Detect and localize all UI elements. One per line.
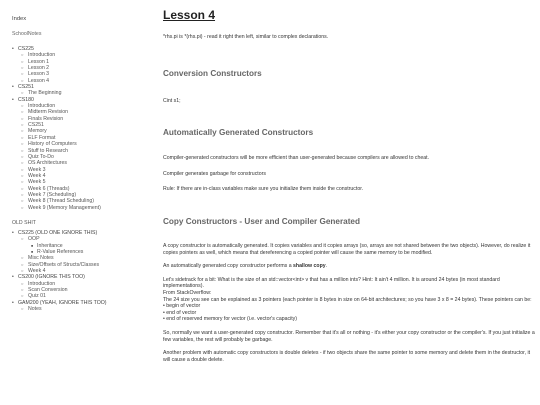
conversion-code: Cint s1; <box>163 97 181 104</box>
sidebar-item-week-7[interactable]: ○ Week 7 (Scheduling) <box>12 192 148 198</box>
sidebar-item-os-architectures[interactable]: ○ OS Architectures <box>12 160 148 166</box>
sidebar-item-week-8[interactable]: ○ Week 8 (Thread Scheduling) <box>12 198 148 204</box>
copy-paragraph-5: Another problem with automatic copy constructors is double deletes - if two objects share the same pointer to some memory and delete them in the destructor, it will cause a double delete. <box>163 350 531 363</box>
sidebar-item-week-3[interactable]: ○ Week 3 <box>12 167 148 173</box>
sidebar-item-stuff-to-research[interactable]: ○ Stuff to Research <box>12 148 148 154</box>
sidebar-item-memory[interactable]: ○ Memory <box>12 128 148 134</box>
sidebar-item-cs200-introduction[interactable]: ○ Introduction <box>12 281 148 287</box>
sidebar-item-week-9[interactable]: ○ Week 9 (Memory Management) <box>12 205 148 211</box>
bullet-end-of-reserved: • end of reserved memory for vector (i.e. vector's capacity) <box>163 316 297 323</box>
auto-paragraph-2: Compiler generates garbage for constructors <box>163 170 266 177</box>
sidebar-item-finals-revision[interactable]: ○ Finals Revision <box>12 116 148 122</box>
sidebar-item-cs225-introduction[interactable]: ○ Introduction <box>12 52 148 58</box>
vector-size-question: Let's sidetrack for a bit: What is the size of an std::vector<int> v that has a million ints? Hint: It ain't 4 million. It is around 24 bytes (in most standard implementations). <box>163 276 500 290</box>
sidebar-item-cs251[interactable]: • CS251 <box>12 84 148 90</box>
sidebar-item-gam200[interactable]: • GAM200 (YEAH, IGNORE THIS TOO) <box>12 300 148 306</box>
sidebar-item-lesson-3[interactable]: ○ Lesson 3 <box>12 71 148 77</box>
sidebar-item-oop[interactable]: ○ OOP <box>12 236 148 242</box>
sidebar-item-quiz-todo[interactable]: ○ Quiz To-Do <box>12 154 148 160</box>
sidebar-item-cs180[interactable]: • CS180 <box>12 97 148 103</box>
copy-paragraph-3 <box>163 277 535 323</box>
sidebar-item-the-beginning[interactable]: ○ The Beginning <box>12 90 148 96</box>
bullet-begin-of-vector: • begin of vector <box>163 303 201 310</box>
page-title: Lesson 4 <box>163 8 216 22</box>
copy-paragraph-2 <box>163 263 535 270</box>
sidebar-item-cs180-introduction[interactable]: ○ Introduction <box>12 103 148 109</box>
heading-conversion-constructors: Conversion Constructors <box>163 68 262 78</box>
sidebar-item-lesson-2[interactable]: ○ Lesson 2 <box>12 65 148 71</box>
sidebar-item-old-week-4[interactable]: ○ Week 4 <box>12 268 148 274</box>
sidebar-tree <box>12 46 148 211</box>
heading-copy-constructors: Copy Constructors - User and Compiler Generated <box>163 216 360 226</box>
heading-auto-constructors: Automatically Generated Constructors <box>163 128 314 138</box>
bullet-end-of-vector: • end of vector <box>163 309 197 316</box>
sidebar-item-cs200[interactable]: • CS200 (IGNORE THIS TOO) <box>12 274 148 280</box>
sidebar-item-misc-notes[interactable]: ○ Misc Notes <box>12 255 148 261</box>
vector-size-explanation: The 24 size you see can be explained as 3 pointers (each pointer is 8 bytes in size on 64-bit architectures; so you have 3 x 8 = 24 bytes). These pointers can be: <box>163 296 532 303</box>
sidebar-item-lesson-1[interactable]: ○ Lesson 1 <box>12 59 148 65</box>
sidebar-item-elf-format[interactable]: ○ ELF Format <box>12 135 148 141</box>
intro-text: *rhs.pi is *(rhs.pi) - read it right then left, similar to complex declarations. <box>163 34 329 40</box>
sidebar-item-cs225[interactable]: • CS225 <box>12 46 148 52</box>
sidebar-item-week-6[interactable]: ○ Week 6 (Threads) <box>12 186 148 192</box>
stackoverflow-label: From StackOverflow: <box>163 289 212 296</box>
sidebar-title: Index <box>12 16 27 22</box>
sidebar-item-rvalue-references[interactable]: ■ R-Value References <box>12 249 148 255</box>
auto-paragraph-1: Compiler-generated constructors will be more efficient than user-generated because compilers are allowed to cheat. <box>163 155 430 162</box>
shallow-copy-term: shallow copy <box>293 263 326 270</box>
copy-paragraph-1: A copy constructor is automatically generated. It copies variables and it copies arrays (so, arrays are not shared between the two objects). However, do realize it copies pointers as well, which means that dereferencing a copied pointer will cause the same memory to be modified. <box>163 242 531 256</box>
copy-paragraph-2-prefix: An automatically generated copy constructor performs a <box>163 263 294 270</box>
sidebar-section-old: OLD SHIT <box>12 219 36 226</box>
sidebar-item-cs225-old[interactable]: • CS225 (OLD ONE IGNORE THIS) <box>12 230 148 236</box>
sidebar-item-cs251-page[interactable]: ○ CS251 <box>12 122 148 128</box>
sidebar-item-size-offsets[interactable]: ○ Size/Offsets of Structs/Classes <box>12 262 148 268</box>
sidebar-item-quiz-01[interactable]: ○ Quiz 01 <box>12 293 148 299</box>
sidebar-item-week-5[interactable]: ○ Week 5 <box>12 179 148 185</box>
copy-paragraph-4: So, normally we want a user-generated copy constructor. Remember that it's all or nothing - it's either your copy constructor or the compiler's. If you just initialize a few variables, the rest will probably be garbage. <box>163 329 535 343</box>
sidebar-item-notes[interactable]: ○ Notes <box>12 306 148 312</box>
sidebar-item-inheritance[interactable]: ■ Inheritance <box>12 243 148 249</box>
auto-paragraph-3: Rule: If there are in-class variables make sure you initialize them inside the constructor. <box>163 186 364 193</box>
sidebar-item-lesson-4[interactable]: ○ Lesson 4 <box>12 78 148 84</box>
sidebar-item-history-of-computers[interactable]: ○ History of Computers <box>12 141 148 147</box>
main-content <box>163 8 535 363</box>
sidebar-item-midterm-revision[interactable]: ○ Midterm Revision <box>12 109 148 115</box>
sidebar <box>0 0 148 405</box>
sidebar-item-week-4[interactable]: ○ Week 4 <box>12 173 148 179</box>
sidebar-item-scan-conversion[interactable]: ○ Scan Conversion <box>12 287 148 293</box>
copy-paragraph-2-suffix: . <box>325 263 328 270</box>
sidebar-subtitle[interactable]: SchoolNotes <box>12 31 42 37</box>
sidebar-tree-old <box>12 230 148 312</box>
